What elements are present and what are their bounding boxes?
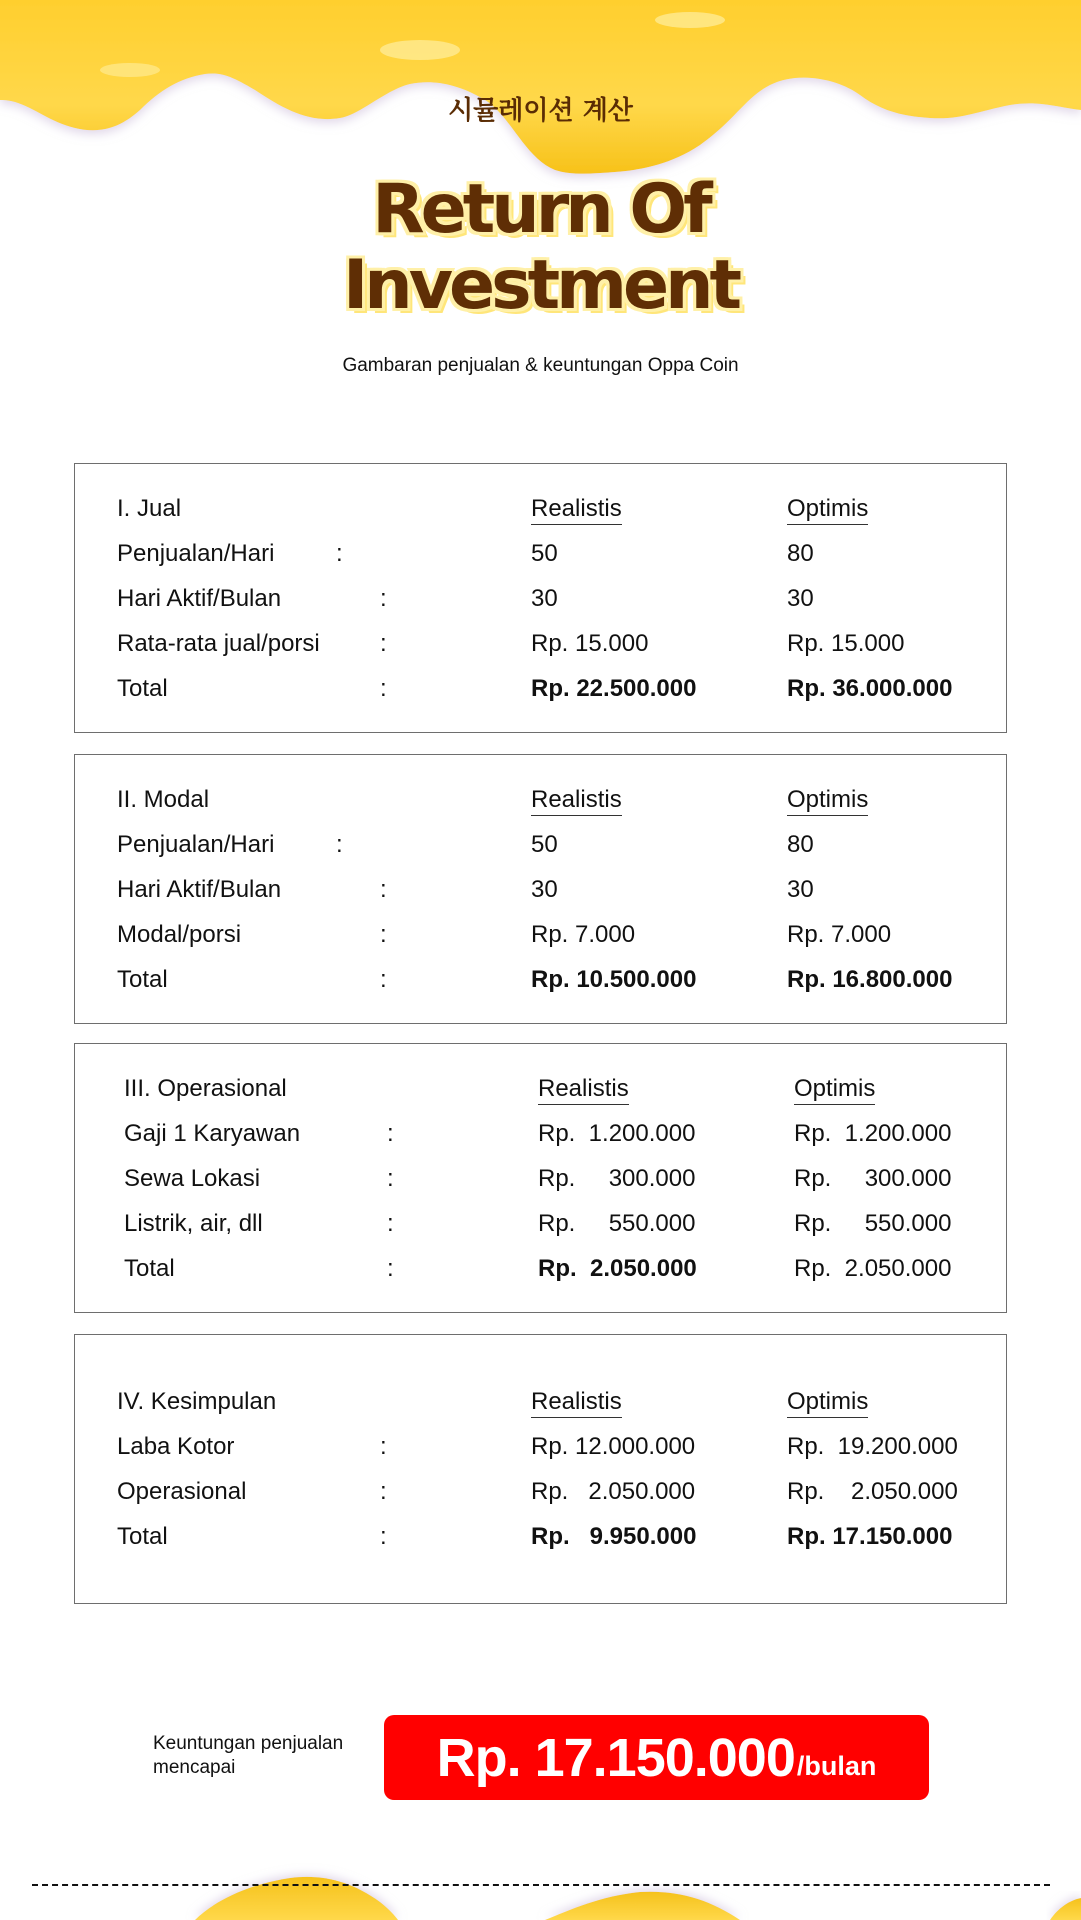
- column-header-realistic: Realistis: [538, 1074, 629, 1105]
- table-row: [75, 1162, 1006, 1196]
- value-optimistic: Rp. 2.050.000: [787, 1478, 958, 1505]
- row-colon: :: [380, 630, 387, 657]
- value-realistic: Rp. 2.050.000: [531, 1478, 696, 1505]
- section-jual: [74, 463, 1007, 733]
- row-label: Total: [117, 675, 168, 702]
- row-label: Modal/porsi: [117, 921, 242, 948]
- section-header-row: [75, 1072, 1006, 1106]
- tagline: Gambaran penjualan & keuntungan Oppa Coin: [342, 355, 739, 376]
- column-header-optimistic: Optimis: [794, 1074, 875, 1105]
- row-label: Listrik, air, dll: [124, 1210, 263, 1237]
- subtitle-korean: 시뮬레이션 계산: [448, 96, 633, 126]
- row-colon: :: [336, 540, 343, 567]
- row-label: Rata-rata jual/porsi: [117, 630, 320, 657]
- row-label: Gaji 1 Karyawan: [124, 1120, 301, 1147]
- row-label: Hari Aktif/Bulan: [117, 876, 282, 903]
- value-optimistic: Rp. 15.000: [787, 630, 905, 657]
- value-optimistic: Rp. 7.000: [787, 921, 892, 948]
- value-realistic: Rp. 2.050.000: [538, 1255, 697, 1282]
- table-row: [75, 873, 1006, 907]
- table-row: [75, 828, 1006, 862]
- value-realistic: Rp. 1.200.000: [538, 1120, 696, 1147]
- row-colon: :: [336, 831, 343, 858]
- row-colon: :: [387, 1210, 394, 1237]
- value-realistic: Rp. 300.000: [538, 1165, 696, 1192]
- section-header-row: [75, 492, 1006, 526]
- column-header-optimistic: Optimis: [787, 1387, 868, 1418]
- value-optimistic: Rp. 1.200.000: [794, 1120, 952, 1147]
- table-row: [75, 582, 1006, 616]
- profit-summary-badge: [384, 1715, 929, 1800]
- value-realistic: Rp. 15.000: [531, 630, 649, 657]
- value-realistic: Rp. 22.500.000: [531, 675, 697, 702]
- table-row: [75, 627, 1006, 661]
- profit-period: /bulan: [796, 1751, 877, 1781]
- table-row: [75, 918, 1006, 952]
- section-header-row: [75, 783, 1006, 817]
- row-label: Total: [117, 966, 168, 993]
- row-label: Operasional: [117, 1478, 247, 1505]
- section-title: IV. Kesimpulan: [117, 1388, 277, 1415]
- row-colon: :: [380, 675, 387, 702]
- column-header-realistic: Realistis: [531, 1387, 622, 1418]
- row-colon: :: [380, 1433, 387, 1460]
- value-realistic: Rp. 7.000: [531, 921, 636, 948]
- row-colon: :: [380, 966, 387, 993]
- section-kesimpulan: [74, 1334, 1007, 1604]
- profit-summary-label: Keuntungan penjualan mencapai: [153, 1733, 344, 1778]
- column-header-optimistic: Optimis: [787, 785, 868, 816]
- row-label: Laba Kotor: [117, 1433, 235, 1460]
- row-colon: :: [380, 585, 387, 612]
- value-optimistic: Rp. 300.000: [794, 1165, 952, 1192]
- value-realistic: Rp. 10.500.000: [531, 966, 697, 993]
- column-header-optimistic: Optimis: [787, 494, 868, 525]
- value-realistic: 50: [531, 831, 558, 858]
- value-realistic: Rp. 550.000: [538, 1210, 696, 1237]
- cheese-blob-bottom-decoration: [0, 1860, 1081, 1920]
- value-optimistic: Rp. 17.150.000: [787, 1523, 953, 1550]
- table-row: [75, 537, 1006, 571]
- row-label: Total: [124, 1255, 175, 1282]
- value-realistic: Rp. 12.000.000: [531, 1433, 696, 1460]
- value-optimistic: 30: [787, 876, 814, 903]
- row-label: Hari Aktif/Bulan: [117, 585, 282, 612]
- section-title: I. Jual: [117, 495, 182, 522]
- section-modal: [74, 754, 1007, 1024]
- table-row: [75, 1475, 1006, 1509]
- page-title: [0, 172, 1081, 324]
- value-optimistic: Rp. 2.050.000: [794, 1255, 952, 1282]
- row-colon: :: [387, 1255, 394, 1282]
- table-row-total: [75, 1520, 1006, 1554]
- row-label: Sewa Lokasi: [124, 1165, 261, 1192]
- value-realistic: 30: [531, 585, 558, 612]
- dashed-divider: [32, 1884, 1050, 1886]
- section-operasional: [74, 1043, 1007, 1313]
- value-realistic: 50: [531, 540, 558, 567]
- row-colon: :: [380, 1523, 387, 1550]
- row-label: Penjualan/Hari: [117, 831, 275, 858]
- row-colon: :: [380, 921, 387, 948]
- table-row: [75, 1207, 1006, 1241]
- value-optimistic: 80: [787, 540, 814, 567]
- table-row-total: [75, 672, 1006, 706]
- value-optimistic: Rp. 16.800.000: [787, 966, 953, 993]
- section-title: II. Modal: [117, 786, 210, 813]
- value-realistic: Rp. 9.950.000: [531, 1523, 697, 1550]
- table-row: [75, 1117, 1006, 1151]
- value-optimistic: 30: [787, 585, 814, 612]
- value-realistic: 30: [531, 876, 558, 903]
- column-header-realistic: Realistis: [531, 785, 622, 816]
- value-optimistic: Rp. 36.000.000: [787, 675, 953, 702]
- value-optimistic: Rp. 550.000: [794, 1210, 952, 1237]
- profit-amount: Rp. 17.150.000: [436, 1727, 795, 1788]
- page-title-line-1: Return Of: [372, 170, 709, 249]
- page-title-line-2: Investment: [342, 246, 739, 325]
- row-colon: :: [380, 876, 387, 903]
- row-label: Penjualan/Hari: [117, 540, 275, 567]
- section-title: III. Operasional: [124, 1075, 287, 1102]
- table-row-total: [75, 1252, 1006, 1286]
- value-optimistic: 80: [787, 831, 814, 858]
- table-row: [75, 1430, 1006, 1464]
- row-label: Total: [117, 1523, 168, 1550]
- row-colon: :: [380, 1478, 387, 1505]
- column-header-realistic: Realistis: [531, 494, 622, 525]
- row-colon: :: [387, 1120, 394, 1147]
- table-row-total: [75, 963, 1006, 997]
- section-header-row: [75, 1385, 1006, 1419]
- value-optimistic: Rp. 19.200.000: [787, 1433, 958, 1460]
- row-colon: :: [387, 1165, 394, 1192]
